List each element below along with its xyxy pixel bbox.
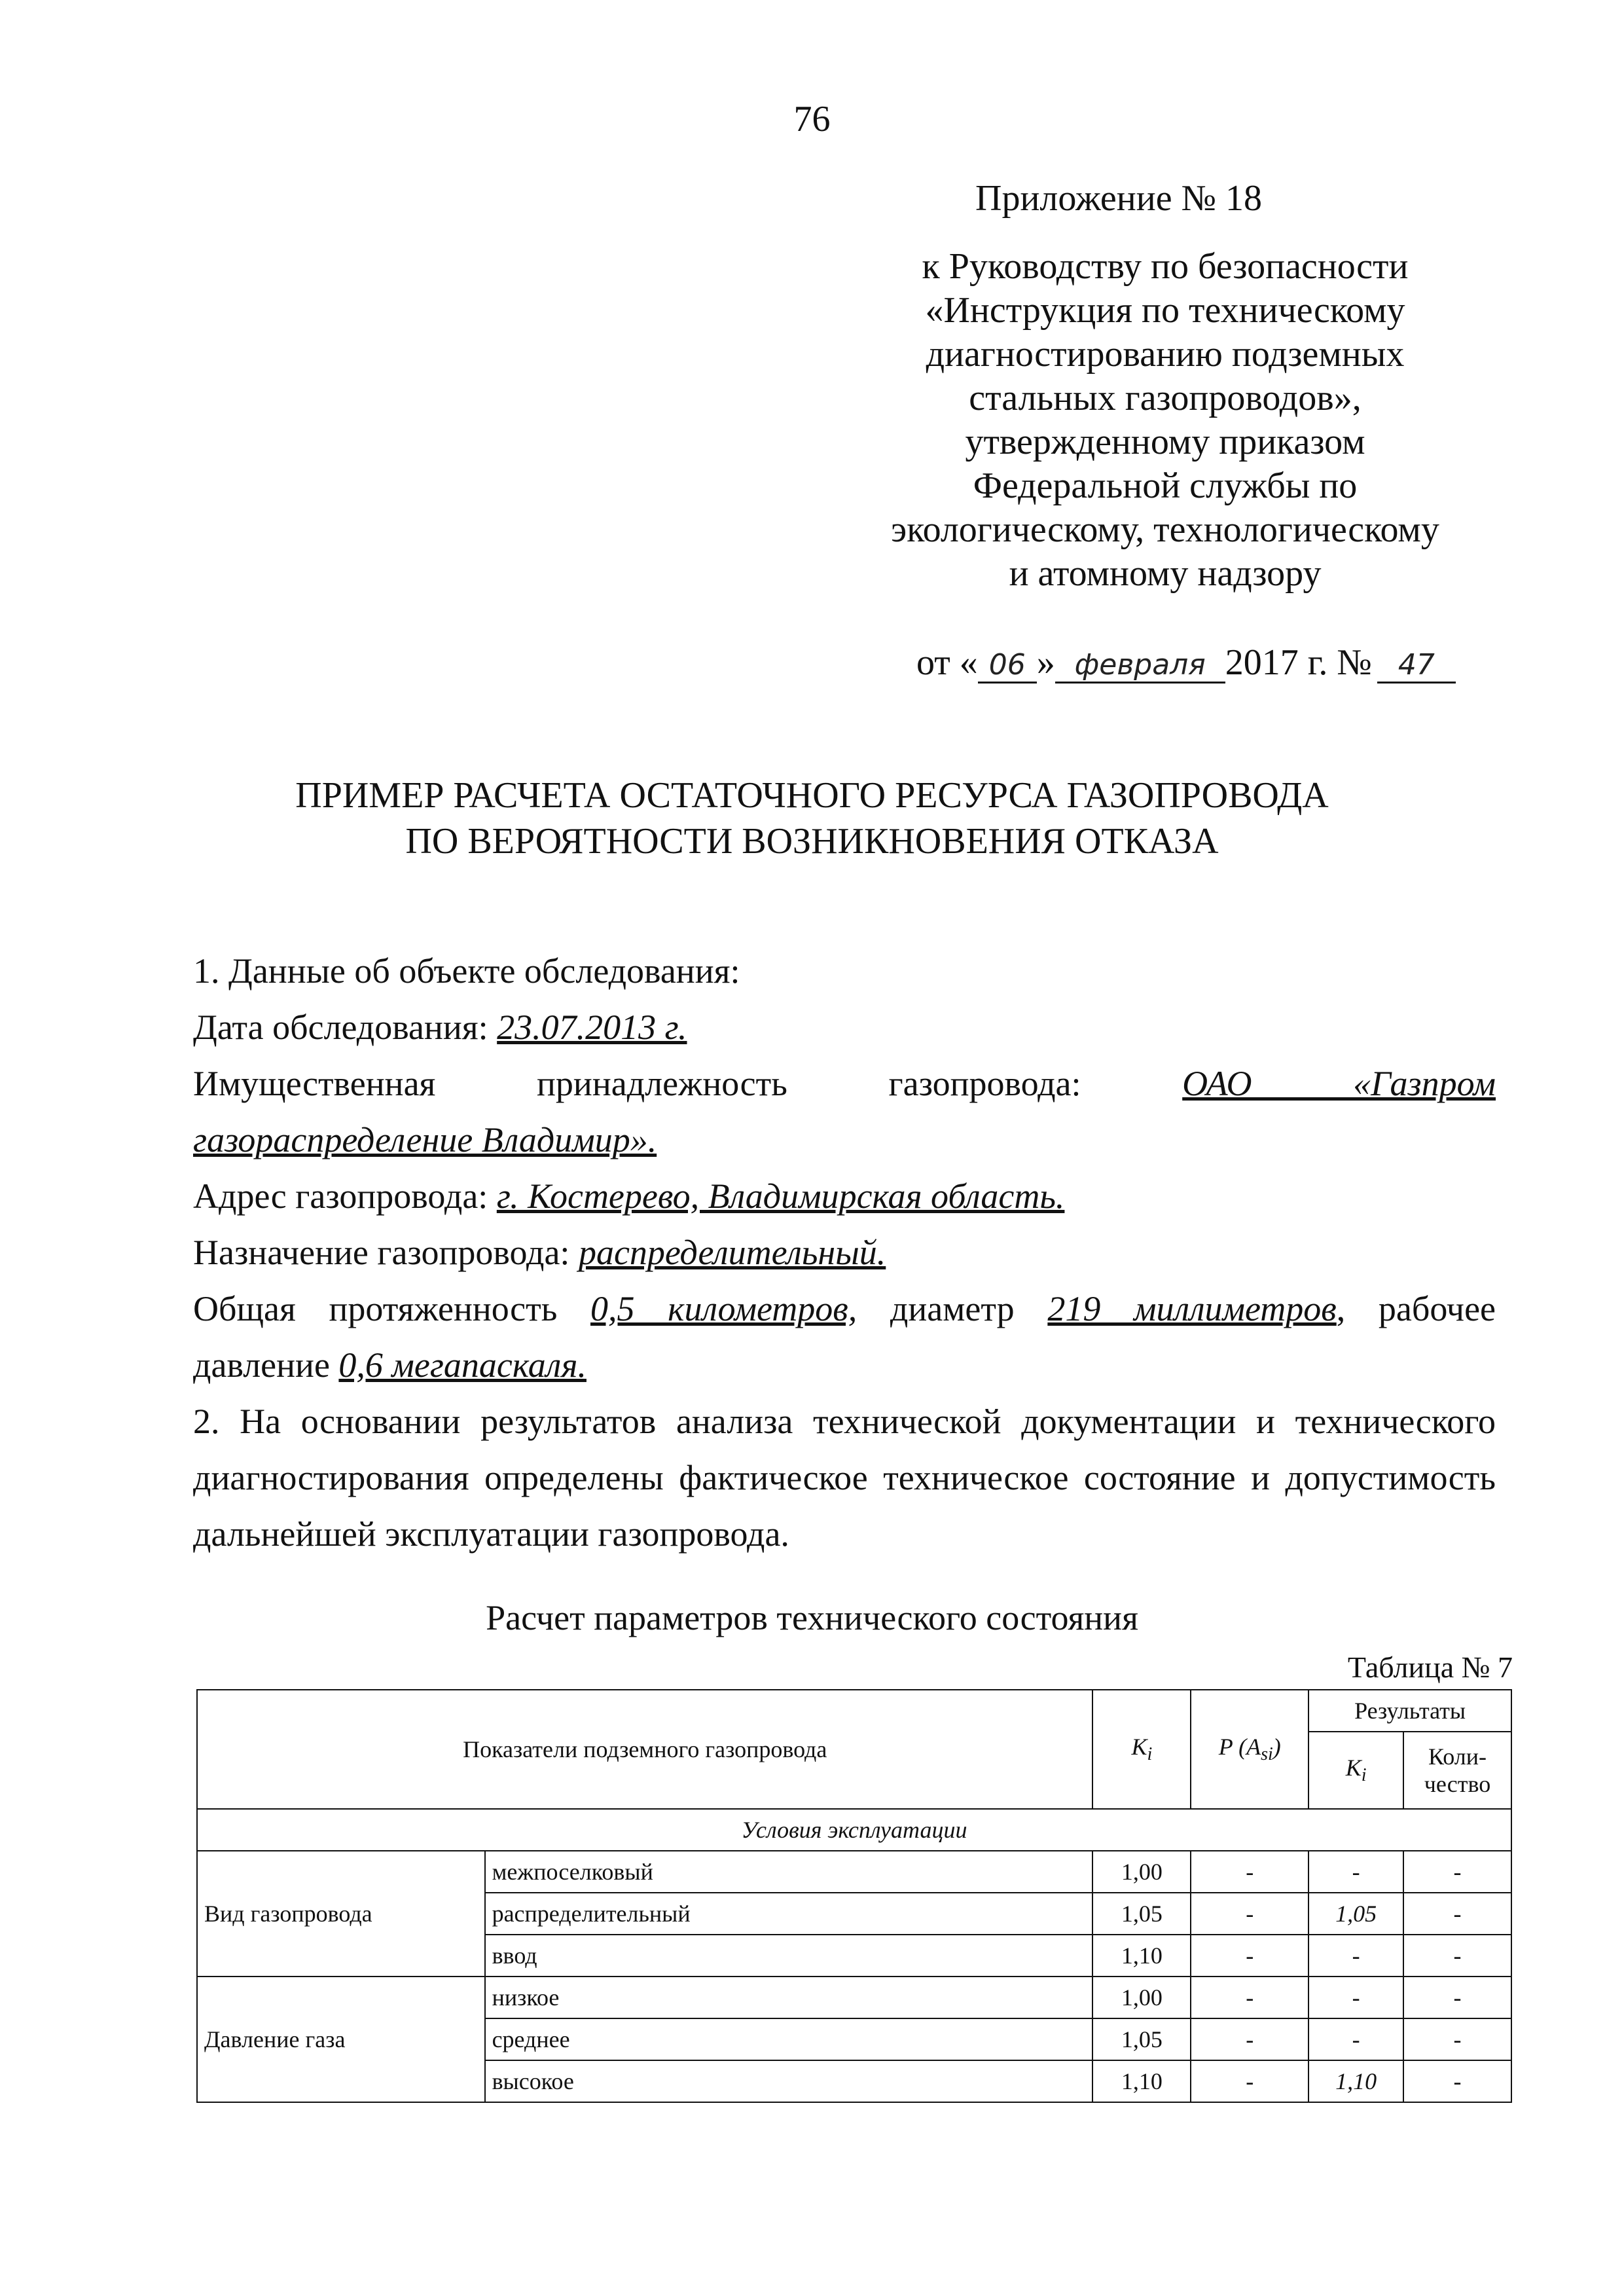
- row-result-ki: -: [1308, 1977, 1403, 2018]
- owner-line: [193, 1055, 1496, 1112]
- appendix-line: стальных газопроводов»,: [969, 378, 1362, 418]
- row-label: высокое: [485, 2060, 1093, 2102]
- owner-value-part1: ОАО «Газпром: [1182, 1064, 1496, 1103]
- table-row: [197, 1851, 1511, 1893]
- header-p-symbol: P (A: [1218, 1734, 1261, 1760]
- header-results-ki-symbol: K: [1345, 1755, 1362, 1781]
- appendix-description: [871, 245, 1460, 596]
- approval-year: 2017 г. №: [1225, 642, 1372, 683]
- appendix-line: и атомному надзору: [1009, 553, 1322, 594]
- purpose-value: распределительный.: [578, 1233, 886, 1272]
- approval-prefix: от «: [916, 642, 978, 683]
- approval-mid: »: [1036, 642, 1055, 683]
- address-value: г. Костерево, Владимирская область.: [496, 1176, 1065, 1216]
- purpose-line: [193, 1224, 1496, 1281]
- row-p: -: [1191, 1977, 1308, 2018]
- row-label: низкое: [485, 1977, 1093, 2018]
- appendix-line: утвержденному приказом: [965, 422, 1365, 462]
- header-results-ki: [1308, 1732, 1403, 1809]
- row-ki: 1,00: [1092, 1977, 1191, 2018]
- row-result-count: -: [1403, 1851, 1511, 1893]
- table-row: [197, 1977, 1511, 2018]
- row-label: ввод: [485, 1935, 1093, 1977]
- row-ki: 1,10: [1092, 2060, 1191, 2102]
- row-p: -: [1191, 1893, 1308, 1935]
- approval-line: [916, 642, 1456, 683]
- owner-label: Имущественная принадлежность газопровода:: [193, 1064, 1081, 1103]
- approval-month: февраля: [1055, 648, 1225, 683]
- section1-heading: 1. Данные об объекте обследования:: [193, 951, 740, 991]
- appendix-line: «Инструкция по техническому: [925, 290, 1405, 331]
- appendix-line: экологическому, технологическому: [891, 509, 1439, 550]
- appendix-line: Федеральной службы по: [973, 465, 1358, 506]
- row-result-count: -: [1403, 2060, 1511, 2102]
- row-result-count: -: [1403, 1935, 1511, 1977]
- diameter-value: 219 миллиметров: [1047, 1289, 1337, 1328]
- row-result-count: -: [1403, 1977, 1511, 2018]
- row-label: распределительный: [485, 1893, 1093, 1935]
- document-title-line-2: ПО ВЕРОЯТНОСТИ ВОЗНИКНОВЕНИЯ ОТКАЗА: [405, 821, 1219, 862]
- owner-value-part2: газораспределение Владимир».: [193, 1120, 657, 1159]
- row-result-ki: 1,10: [1308, 2060, 1403, 2102]
- row-result-ki: -: [1308, 1851, 1403, 1893]
- document-title: [0, 773, 1624, 864]
- row-ki: 1,00: [1092, 1851, 1191, 1893]
- section-title: Условия эксплуатации: [197, 1809, 1511, 1851]
- header-ki: [1092, 1690, 1191, 1809]
- document-title-line-1: ПРИМЕР РАСЧЕТА ОСТАТОЧНОГО РЕСУРСА ГАЗОПРОВОДА: [295, 775, 1329, 816]
- header-ki-subscript: i: [1147, 1744, 1153, 1765]
- row-result-count: -: [1403, 1893, 1511, 1935]
- survey-date-value: 23.07.2013 г.: [497, 1008, 687, 1047]
- row-ki: 1,05: [1092, 1893, 1191, 1935]
- row-label: межпоселковый: [485, 1851, 1093, 1893]
- length-value: 0,5 километров,: [590, 1289, 857, 1328]
- address-label: Адрес газопровода:: [193, 1176, 488, 1216]
- header-p-close: ): [1272, 1734, 1281, 1760]
- appendix-line: к Руководству по безопасности: [922, 246, 1409, 287]
- page-number: 76: [793, 99, 831, 139]
- group-name: Вид газопровода: [197, 1851, 485, 1977]
- row-p: -: [1191, 2018, 1308, 2060]
- purpose-label: Назначение газопровода:: [193, 1233, 570, 1272]
- header-results: Результаты: [1308, 1690, 1511, 1732]
- appendix-line: диагностированию подземных: [926, 334, 1405, 374]
- survey-date-label: Дата обследования:: [193, 1008, 488, 1047]
- approval-number: 47: [1377, 648, 1456, 683]
- row-p: -: [1191, 2060, 1308, 2102]
- row-ki: 1,05: [1092, 2018, 1191, 2060]
- table-section-row: [197, 1809, 1511, 1851]
- appendix-title: Приложение № 18: [975, 178, 1262, 219]
- header-results-ki-subscript: i: [1361, 1765, 1367, 1786]
- pressure-value: 0,6 мегапаскаля.: [338, 1345, 586, 1385]
- owner-line-2: [193, 1112, 1496, 1168]
- row-result-ki: -: [1308, 2018, 1403, 2060]
- appendix-block: [871, 175, 1591, 596]
- group-name: Давление газа: [197, 1977, 485, 2102]
- header-indicators: Показатели подземного газопровода: [197, 1690, 1092, 1809]
- length-line: [193, 1281, 1496, 1337]
- row-p: -: [1191, 1851, 1308, 1893]
- row-label: среднее: [485, 2018, 1093, 2060]
- pressure-label-part2: давление: [193, 1345, 330, 1385]
- length-label: Общая протяженность: [193, 1289, 558, 1328]
- address-line: [193, 1168, 1496, 1224]
- parameters-table: [196, 1689, 1512, 2103]
- header-results-count: Коли-чество: [1403, 1732, 1511, 1809]
- survey-date: [193, 999, 1496, 1055]
- header-ki-symbol: K: [1131, 1734, 1147, 1760]
- table-caption: Расчет параметров технического состояния: [486, 1598, 1138, 1637]
- section2-text: 2. На основании результатов анализа технической документации и технического диагностирования определены фактическое техническое состояние и допустимость дальнейшей эксплуатации газопровода.: [193, 1402, 1496, 1554]
- pressure-label-part1: , рабочее: [1336, 1289, 1496, 1328]
- row-result-ki: 1,05: [1308, 1893, 1403, 1935]
- row-p: -: [1191, 1935, 1308, 1977]
- row-ki: 1,10: [1092, 1935, 1191, 1977]
- header-p-subscript: si: [1261, 1744, 1273, 1765]
- object-data-section: [193, 943, 1496, 1562]
- pressure-line: [193, 1337, 1496, 1393]
- diameter-label: диаметр: [890, 1289, 1015, 1328]
- table-label: Таблица № 7: [1347, 1650, 1513, 1684]
- row-result-count: -: [1403, 2018, 1511, 2060]
- row-result-ki: -: [1308, 1935, 1403, 1977]
- header-p: [1191, 1690, 1308, 1809]
- approval-day: 06: [978, 648, 1037, 683]
